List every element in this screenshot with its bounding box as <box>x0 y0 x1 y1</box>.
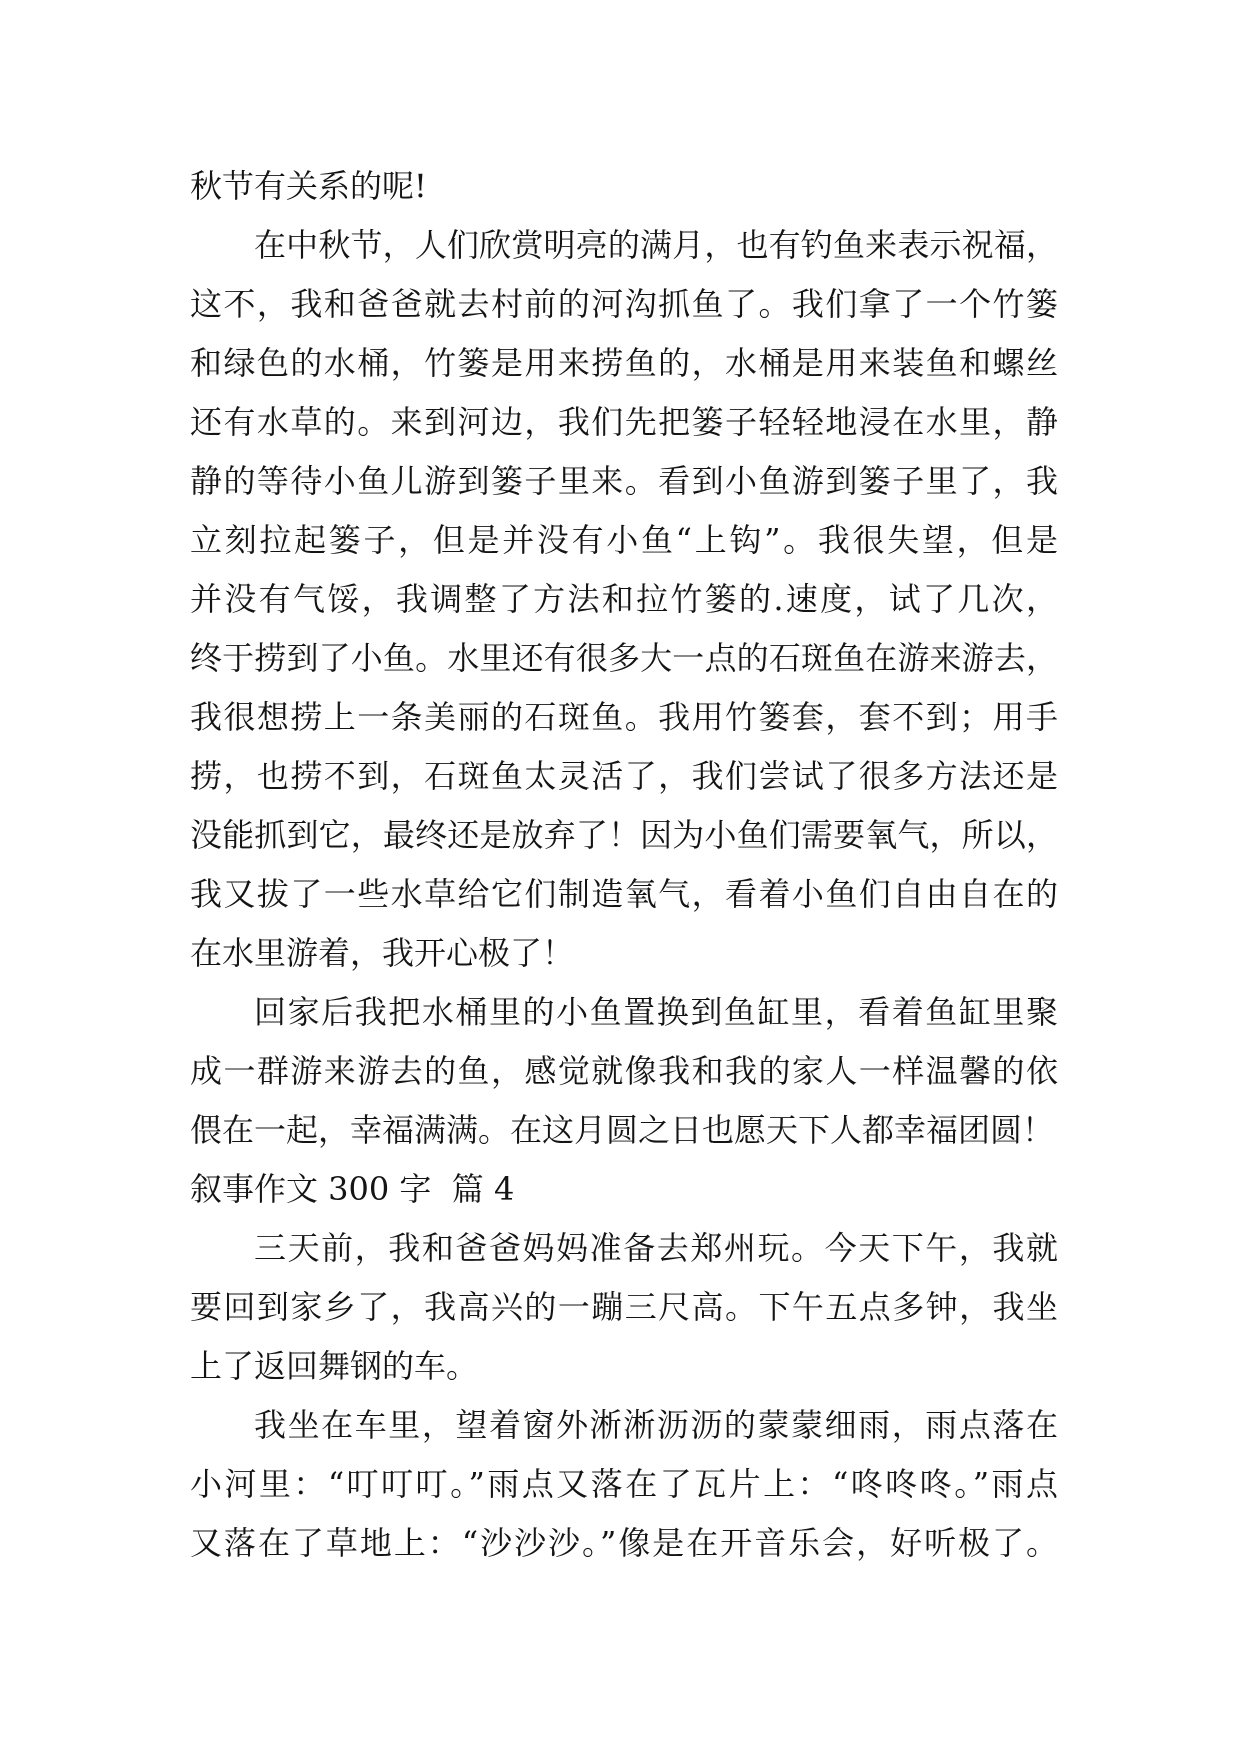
paragraph <box>190 1396 1058 1573</box>
text-line: 成一群游来游去的鱼，感觉就像我和我的家人一样温馨的依 <box>190 1052 1058 1090</box>
paragraph <box>190 983 1058 1160</box>
text-line: 捞，也捞不到，石斑鱼太灵活了，我们尝试了很多方法还是 <box>190 757 1058 795</box>
paragraph <box>190 1219 1058 1396</box>
text-line: 没能抓到它，最终还是放弃了！因为小鱼们需要氧气，所以， <box>190 816 1058 854</box>
section-heading: 叙事作文 300 字 篇 4 <box>190 1170 515 1208</box>
text-line: 这不，我和爸爸就去村前的河沟抓鱼了。我们拿了一个竹篓 <box>190 285 1058 323</box>
text-line: 回家后我把水桶里的小鱼置换到鱼缸里，看着鱼缸里聚 <box>254 993 1058 1031</box>
text-line: 和绿色的水桶，竹篓是用来捞鱼的，水桶是用来装鱼和螺丝 <box>190 344 1058 382</box>
text-line: 还有水草的。来到河边，我们先把篓子轻轻地浸在水里，静 <box>190 403 1058 441</box>
text-line: 又落在了草地上：“沙沙沙。”像是在开音乐会，好听极了。 <box>190 1524 1058 1562</box>
text-line: 要回到家乡了，我高兴的一蹦三尺高。下午五点多钟，我坐 <box>190 1288 1058 1326</box>
paragraph <box>190 216 1058 983</box>
text-line: 上了返回舞钢的车。 <box>190 1347 479 1385</box>
text-line: 静的等待小鱼儿游到篓子里来。看到小鱼游到篓子里了，我 <box>190 462 1058 500</box>
text-line: 我又拔了一些水草给它们制造氧气，看着小鱼们自由自在的 <box>190 875 1058 913</box>
text-line: 偎在一起，幸福满满。在这月圆之日也愿天下人都幸福团圆！ <box>190 1111 1055 1149</box>
document-body <box>190 157 1058 1573</box>
text-line: 我很想捞上一条美丽的石斑鱼。我用竹篓套，套不到；用手 <box>190 698 1058 736</box>
text-line: 三天前，我和爸爸妈妈准备去郑州玩。今天下午，我就 <box>254 1229 1058 1267</box>
paragraph <box>190 157 1058 216</box>
text-line: 并没有气馁，我调整了方法和拉竹篓的.速度，试了几次， <box>190 580 1058 618</box>
text-line: 在中秋节，人们欣赏明亮的满月，也有钓鱼来表示祝福， <box>254 226 1058 264</box>
text-line: 我坐在车里，望着窗外淅淅沥沥的蒙蒙细雨，雨点落在 <box>254 1406 1058 1444</box>
text-line: 小河里：“叮叮叮。”雨点又落在了瓦片上：“咚咚咚。”雨点 <box>190 1465 1058 1503</box>
text-line: 在水里游着，我开心极了！ <box>190 934 575 972</box>
text-line: 立刻拉起篓子，但是并没有小鱼“上钩”。我很失望，但是 <box>190 521 1058 559</box>
text-line: 秋节有关系的呢! <box>190 167 427 205</box>
text-line: 终于捞到了小鱼。水里还有很多大一点的石斑鱼在游来游去， <box>190 639 1058 677</box>
